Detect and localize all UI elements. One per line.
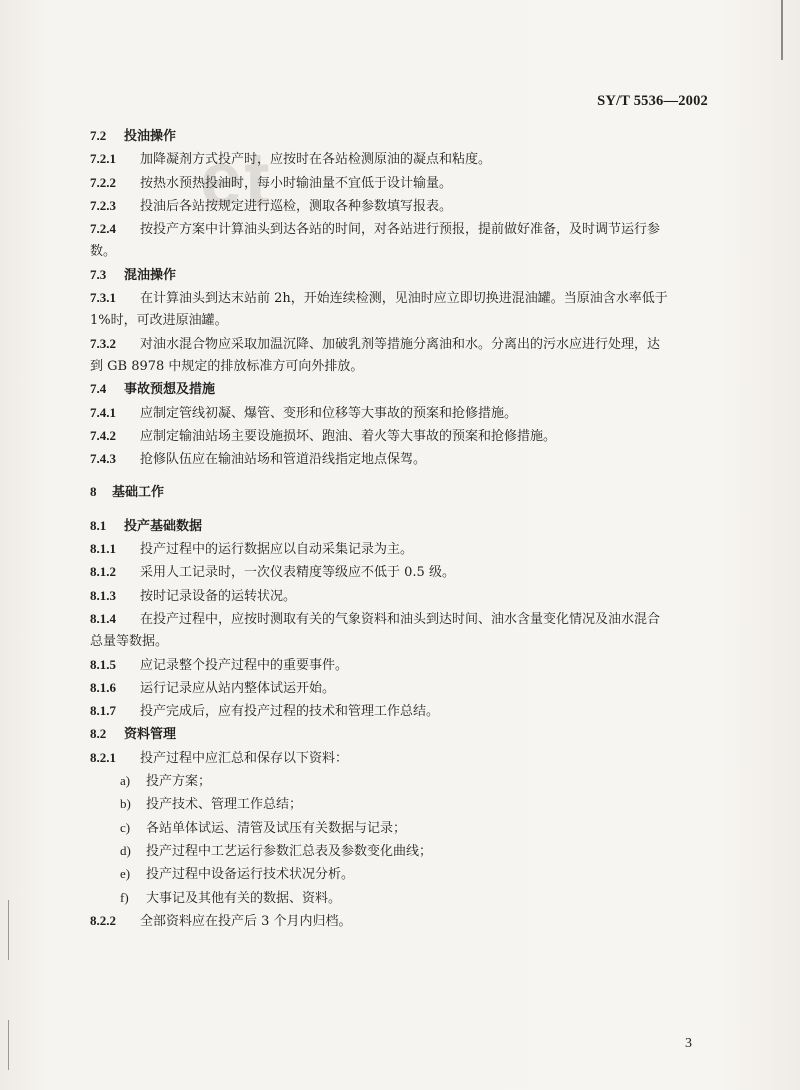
clause-continuation: 到 GB 8978 中规定的排放标准方可向外排放。 (90, 358, 364, 374)
clause: 8.1.6 运行记录应从站内整体试运开始。 (90, 679, 336, 696)
watermark: et (200, 137, 272, 222)
clause: 8.1.3 按时记录设备的运转状况。 (90, 587, 297, 604)
clause: 7.2.2 按热水预热投油时，每小时输油量不宜低于设计输量。 (90, 174, 453, 191)
clause: 8.1.2 采用人工记录时，一次仪表精度等级应不低于 0.5 级。 (90, 564, 455, 581)
clause: 8.1.7 投产完成后，应有投产过程的技术和管理工作总结。 (90, 703, 440, 720)
list-item: c) 各站单体试运、清管及试压有关数据与记录； (120, 819, 407, 836)
clause: 7.4.2 应制定输油站场主要设施损坏、跑油、着火等大事故的预案和抢修措施。 (90, 427, 557, 444)
clause: 8.1.5 应记录整个投产过程中的重要事件。 (90, 656, 349, 673)
page-number: 3 (685, 1036, 692, 1051)
section-heading: 7.3 混油操作 (90, 266, 177, 283)
scan-edge-line (8, 1020, 9, 1070)
clause: 7.2.4 按投产方案中计算油头到达各站的时间，对各站进行预报，提前做好准备，及时调节运行参 (90, 221, 661, 238)
clause: 7.4.3 抢修队伍应在输油站场和管道沿线指定地点保驾。 (90, 451, 427, 468)
clause: 7.4.1 应制定管线初凝、爆管、变形和位移等大事故的预案和抢修措施。 (90, 404, 518, 421)
list-item: b) 投产技术、管理工作总结； (120, 796, 303, 813)
section-heading: 7.2 投油操作 (90, 128, 177, 144)
clause-continuation: 数。 (90, 244, 117, 260)
clause: 8.1.1 投产过程中的运行数据应以自动采集记录为主。 (90, 541, 414, 558)
clause: 8.2.2 全部资料应在投产后 3 个月内归档。 (90, 912, 352, 929)
clause: 7.3.1 在计算油头到达末站前 2h，开始连续检测，见油时应立即切换进混油罐。当原油含水率低于 (90, 290, 668, 307)
chapter-heading: 8 基础工作 (90, 484, 165, 501)
clause: 7.2.3 投油后各站按规定进行巡检，测取各种参数填写报表。 (90, 197, 453, 214)
list-item: e) 投产过程中设备运行技术状况分析。 (120, 866, 355, 883)
list-item: a) 投产方案； (120, 773, 212, 790)
clause: 7.3.2 对油水混合物应采取加温沉降、加破乳剂等措施分离油和水。分离出的污水应进行处理，达 (90, 335, 661, 352)
clause: 8.2.1 投产过程中应汇总和保存以下资料： (90, 749, 349, 766)
section-heading: 7.4 事故预想及措施 (90, 381, 216, 398)
clause: 7.2.1 加降凝剂方式投产时，应按时在各站检测原油的凝点和粘度。 (90, 151, 492, 168)
section-heading: 8.1 投产基础数据 (90, 517, 203, 534)
list-item: f) 大事记及其他有关的数据、资料。 (120, 889, 342, 906)
document-body (90, 125, 716, 933)
scan-edge-line (8, 900, 9, 960)
standard-code: SY/T 5536—2002 (597, 93, 708, 109)
clause-continuation: 总量等数据。 (90, 634, 169, 650)
clause: 8.1.4 在投产过程中，应按时测取有关的气象资料和油头到达时间、油水含量变化情况及油水混合 (90, 610, 661, 627)
scan-edge-line (781, 0, 783, 60)
section-heading: 8.2 资料管理 (90, 726, 177, 743)
clause-continuation: 1%时，可改进原油罐。 (90, 313, 228, 329)
list-item: d) 投产过程中工艺运行参数汇总表及参数变化曲线； (120, 842, 433, 859)
